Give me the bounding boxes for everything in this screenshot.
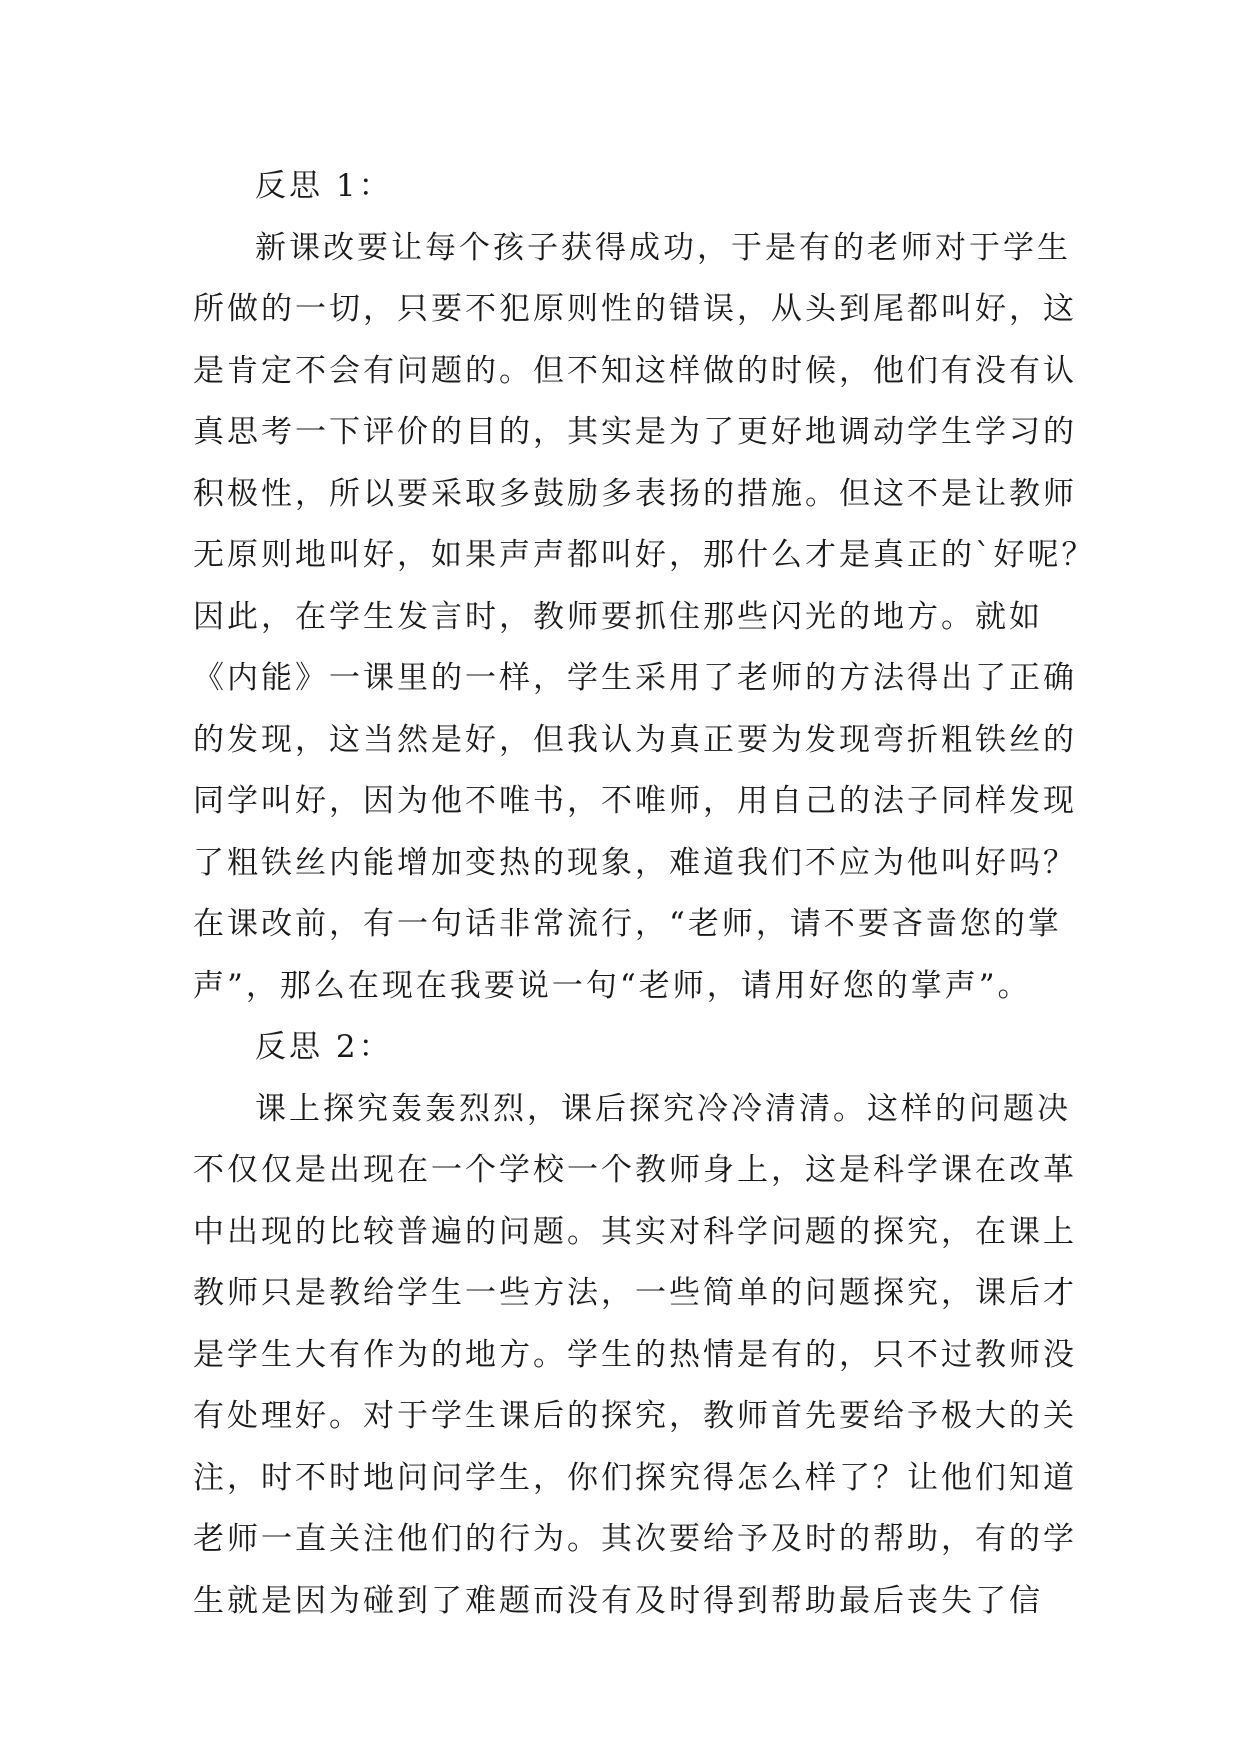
text-line: 《内能》一课里的一样，学生采用了老师的方法得出了正确 <box>193 660 1077 696</box>
text-line: 积极性，所以要采取多鼓励多表扬的措施。但这不是让教师 <box>193 475 1077 512</box>
text-line: 了粗铁丝内能增加变热的现象，难道我们不应为他叫好吗？ <box>193 844 1077 881</box>
text-line: 课上探究轰轰烈烈，课后探究冷冷清清。这样的问题决 <box>255 1090 1071 1127</box>
text-line: 声”，那么在现在我要说一句“老师，请用好您的掌声”。 <box>193 967 1032 1004</box>
text-line: 是肯定不会有问题的。但不知这样做的时候，他们有没有认 <box>193 352 1077 389</box>
text-line: 的发现，这当然是好，但我认为真正要为发现弯折粗铁丝的 <box>193 721 1077 758</box>
document-body <box>193 156 1096 1632</box>
text-line: 同学叫好，因为他不唯书，不唯师，用自己的法子同样发现 <box>193 783 1077 819</box>
text-line: 有处理好。对于学生课后的探究，教师首先要给予极大的关 <box>193 1398 1077 1434</box>
text-line: 不仅仅是出现在一个学校一个教师身上，这是科学课在改革 <box>193 1152 1077 1188</box>
paragraph-reflection-1 <box>193 218 1096 1018</box>
section-heading-reflection-2: 反思 2： <box>255 1029 393 1065</box>
text-line: 真思考一下评价的目的，其实是为了更好地调动学生学习的 <box>193 414 1077 450</box>
text-line: 教师只是教给学生一些方法，一些简单的问题探究，课后才 <box>193 1275 1077 1311</box>
text-line: 新课改要让每个孩子获得成功，于是有的老师对于学生 <box>255 229 1071 266</box>
section-heading-reflection-1: 反思 1： <box>255 168 393 204</box>
text-line: 因此，在学生发言时，教师要抓住那些闪光的地方。就如 <box>193 598 1043 635</box>
text-line: 注，时不时地问问学生，你们探究得怎么样了？让他们知道 <box>193 1459 1077 1496</box>
text-line: 生就是因为碰到了难题而没有及时得到帮助最后丧失了信 <box>193 1582 1043 1619</box>
text-line: 中出现的比较普遍的问题。其实对科学问题的探究，在课上 <box>193 1213 1077 1250</box>
text-line: 在课改前，有一句话非常流行，“老师，请不要吝啬您的掌 <box>193 906 1062 942</box>
text-line: 是学生大有作为的地方。学生的热情是有的，只不过教师没 <box>193 1336 1077 1373</box>
text-line: 所做的一切，只要不犯原则性的错误，从头到尾都叫好，这 <box>193 291 1077 327</box>
paragraph-reflection-2 <box>193 1079 1077 1633</box>
text-line: 无原则地叫好，如果声声都叫好，那什么才是真正的`好呢？ <box>193 537 1096 573</box>
text-line: 老师一直关注他们的行为。其次要给予及时的帮助，有的学 <box>193 1521 1077 1557</box>
